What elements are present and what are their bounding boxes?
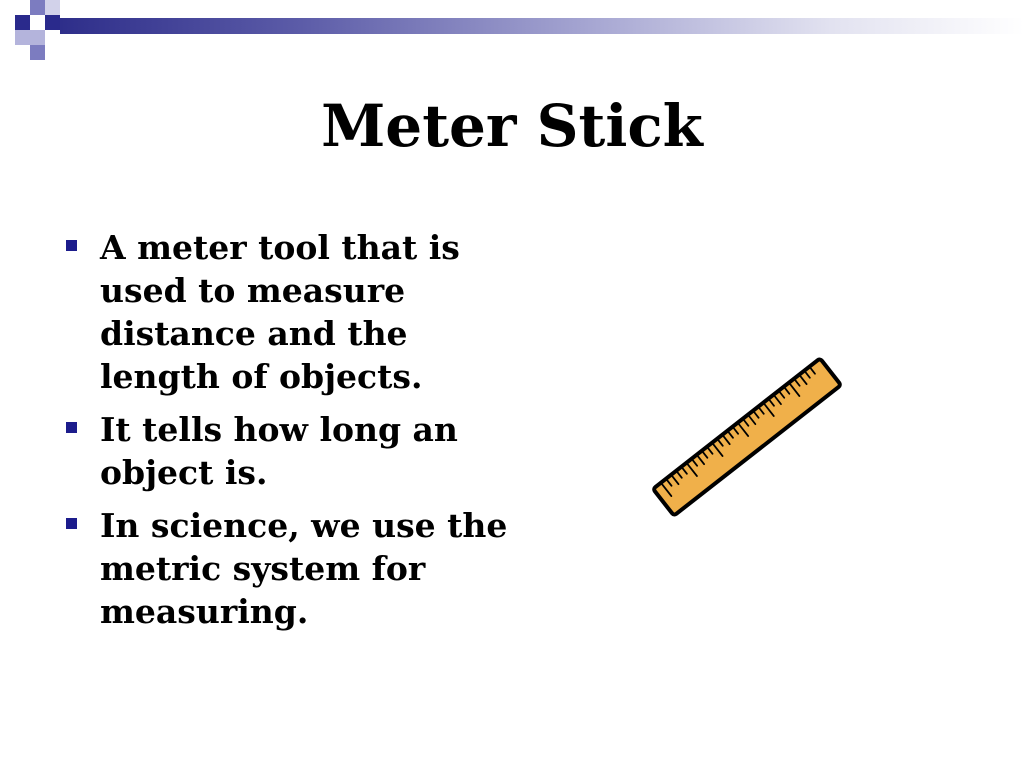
- header-decoration: [0, 0, 1024, 64]
- deco-square: [30, 0, 45, 15]
- bullet-item: [62, 226, 532, 398]
- bullet-item: [62, 504, 532, 633]
- bullet-square-icon: [66, 240, 77, 251]
- deco-square: [30, 30, 45, 45]
- bullet-text: A meter tool that is used to measure distance and the length of objects.: [100, 228, 460, 396]
- deco-square: [45, 0, 60, 15]
- bullet-list: [62, 226, 532, 643]
- deco-square: [45, 15, 60, 30]
- bullet-item: [62, 408, 532, 494]
- slide-title: Meter Stick: [321, 92, 703, 160]
- header-gradient-bar: [60, 18, 1024, 34]
- deco-square: [15, 15, 30, 30]
- deco-square: [15, 30, 30, 45]
- bullet-square-icon: [66, 518, 77, 529]
- bullet-text: It tells how long an object is.: [100, 410, 458, 492]
- bullet-square-icon: [66, 422, 77, 433]
- deco-square: [30, 45, 45, 60]
- ruler-icon: [650, 345, 845, 530]
- bullet-text: In science, we use the metric system for measuring.: [100, 506, 508, 631]
